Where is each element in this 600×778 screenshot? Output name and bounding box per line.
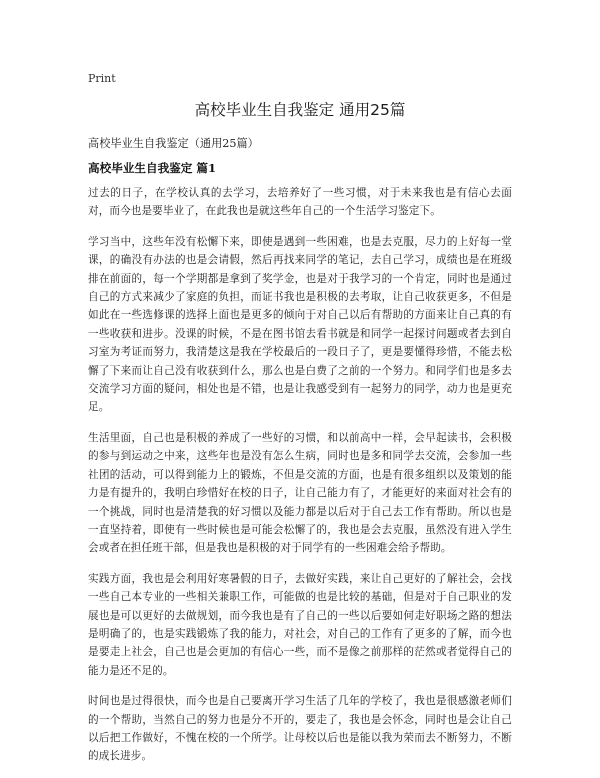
paragraph: 学习当中，这些年没有松懈下来，即使是遇到一些困难，也是去克服，尽力的上好每一堂课，的确没有办法的也是会请假，然后再找来同学的笔记，去自己学习，成绩也是在班级排在前面的，每一个学期都是拿到了奖学金，也是对于我学习的一个肯定，同时也是通过自己的方式来减少了家庭的负担，而证书我也是积极的去考取，让自己收获更多，不但是如此在一些选修课的选择上面也是更多的倾向于对自己以后有帮助的方面来让自己真的有一些收获和进步。没课的时候，不是在图书馆去看书就是和同学一起探讨问题或者去到自习室为考证而努力，我清楚这是我在学校最后的一段日子了，更是要懂得珍惜，不能去松懈了下来而让自己没有收获到什么，那么也是白费了之前的一个努力。和同学们也是多去交流学习方面的疑问，相处也是不错，也是让我感受到有一起努力的同学，动力也是更充足。 (88, 235, 512, 414)
paragraph: 生活里面，自己也是积极的养成了一些好的习惯，和以前高中一样，会早起读书，会积极的参与到运动之中来，这些年也是没有怎么生病，同时也是多和同学去交流，会参加一些社团的活动，可以得到能力上的锻炼，不但是交流的方面，也是有很多组织以及策划的能力是有提升的，我明白珍惜好在校的日子，让自己能力有了，才能更好的来面对社会有的一个挑战，同时也是清楚我的好习惯以及能力都是以后对于自己去工作有帮助。所以也是一直坚持着，即使有一些时候也是可能会松懈了的，我也是会去克服，虽然没有进入学生会或者在担任班干部，但是我也是积极的对于同学有的一些困难会给予帮助。 (88, 431, 512, 555)
print-label: Print (88, 72, 116, 85)
document-title: 高校毕业生自我鉴定 通用25篇 (194, 101, 406, 119)
paragraph: 过去的日子，在学校认真的去学习，去培养好了一些习惯，对于未来我也是有信心去面对，而今也是要毕业了，在此我也是就这些年自己的一个生活学习鉴定下。 (88, 187, 512, 218)
paragraph: 时间也是过得很快，而今也是自己要离开学习生活了几年的学校了，我也是很感激老师们的一个帮助，当然自己的努力也是分不开的，要走了，我也是会怀念，同时也是会让自己以后把工作做好，不愧在校的一个所学。让母校以后也是能以我为荣而去不断努力，不断的成长进步。 (88, 695, 512, 763)
document-subtitle: 高校毕业生自我鉴定（通用25篇） (88, 137, 259, 150)
document-body (88, 184, 512, 778)
section-heading: 高校毕业生自我鉴定 篇1 (88, 161, 217, 175)
paragraph: 实践方面，我也是会利用好寒暑假的日子，去做好实践，来让自己更好的了解社会，会找一些自己本专业的一些相关兼职工作，可能做的也是比较的基础，但是对于自己职业的发展也是可以更好的去做规划，而今我也是有了自己的一些以后要如何走好职场之路的想法是明确了的，也是实践锻炼了我的能力，对社会，对自己的工作有了更多的了解，而今也是要走上社会，自己也是会更加的有信心一些，而不是像之前那样的茫然或者觉得自己的能力是还不足的。 (88, 572, 512, 677)
